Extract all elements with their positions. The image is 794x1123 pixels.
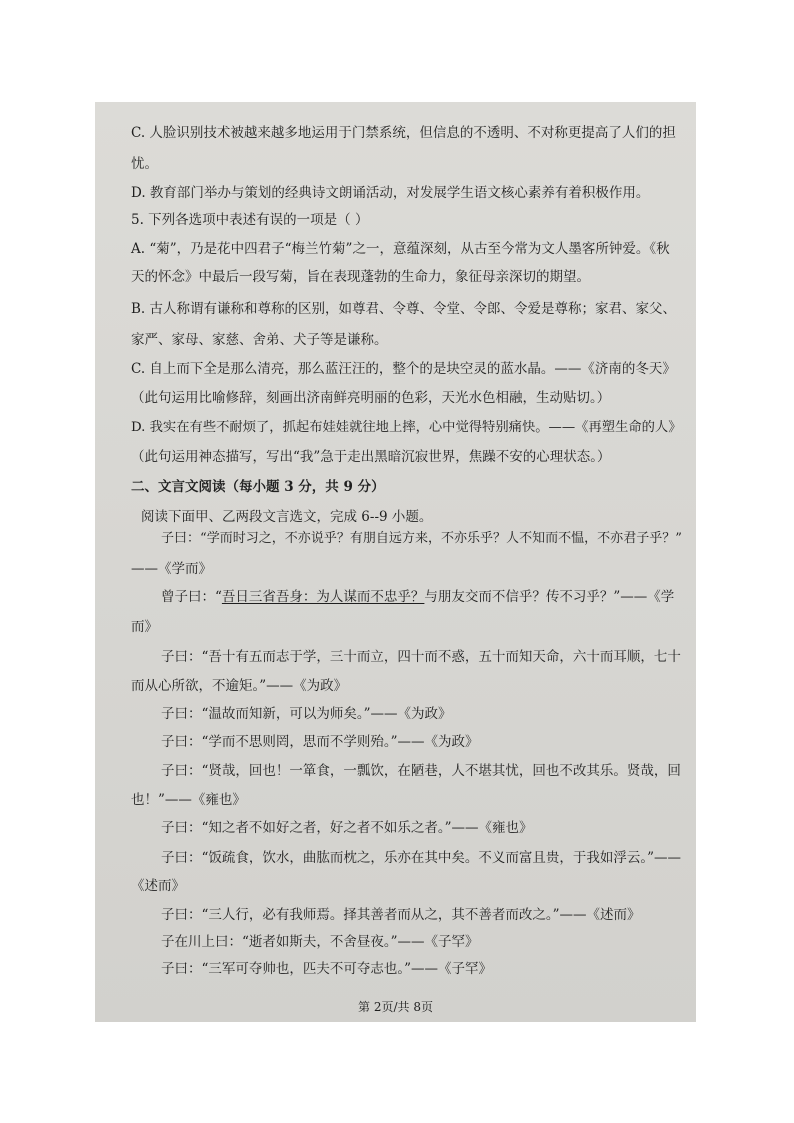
reading-instructions: 阅读下面甲、乙两段文言选文，完成 6--9 小题。	[141, 509, 433, 525]
passage-shuer-1-line-1: 子曰：“饭疏食，饮水，曲肱而枕之，乐亦在其中矣。不义而富且贵，于我如浮云。”——	[161, 850, 682, 866]
option-d-line: D. 教育部门举办与策划的经典诗文朗诵活动，对发展学生语文核心素养有着积极作用。	[131, 185, 650, 201]
passage-zengzi-line-2: 而》	[131, 619, 158, 635]
passage-zihan-1: 子在川上曰：“逝者如斯夫，不舍昼夜。”——《子罕》	[161, 934, 479, 950]
option-c-line-1: C. 人脸识别技术被越来越多地运用于门禁系统，但信息的不透明、不对称更提高了人们的担	[131, 125, 676, 141]
q5-option-b-line-1: B. 古人称谓有谦称和尊称的区别，如尊君、令尊、令堂、令郎、令爱是尊称；家君、家父、	[131, 301, 677, 317]
passage-zengzi-line-1	[161, 588, 674, 606]
passage-xueer-line-1: 子曰：“学而时习之，不亦说乎？有朋自远方来，不亦乐乎？人不知而不愠，不亦君子乎？”	[161, 531, 682, 546]
passage-yongye-1-line-1: 子曰：“贤哉，回也！一箪食，一瓢饮，在陋巷，人不堪其忧，回也不改其乐。贤哉，回	[161, 763, 681, 779]
option-c-line-2: 忧。	[131, 156, 158, 172]
passage-shuer-1-line-2: 《述而》	[131, 878, 185, 894]
q5-option-a-line-1: A. “菊”，乃是花中四君子“梅兰竹菊”之一，意蕴深刻，从古至今常为文人墨客所钟爱。《秋	[131, 241, 670, 257]
zengzi-suffix: 与朋友交而不信乎？传不习乎？”——《学	[424, 589, 675, 605]
q5-option-c-line-1: C. 自上而下全是那么清亮，那么蓝汪汪的，整个的是块空灵的蓝水晶。——《济南的冬天》	[131, 361, 676, 377]
zengzi-prefix: 曾子曰：“	[161, 589, 222, 605]
section-2-heading: 二、文言文阅读（每小题 3 分，共 9 分）	[131, 479, 385, 495]
question-5-stem: 5. 下列各选项中表述有误的一项是（ ）	[131, 212, 369, 228]
q5-option-d-line-2: （此句运用神态描写，写出“我”急于走出黑暗沉寂世界，焦躁不安的心理状态。）	[131, 449, 611, 465]
passage-weizheng-3: 子曰：“学而不思则罔，思而不学则殆。”——《为政》	[161, 734, 479, 750]
passage-yongye-1-line-2: 也！”——《雍也》	[131, 792, 246, 808]
passage-zihan-2: 子曰：“三军可夺帅也，匹夫不可夺志也。”——《子罕》	[161, 961, 493, 977]
passage-xueer-line-2: ——《学而》	[131, 561, 212, 577]
q5-option-d-line-1: D. 我实在有些不耐烦了，抓起布娃娃就往地上摔，心中觉得特别痛快。——《再塑生命的人》	[131, 420, 682, 435]
zengzi-underlined-sentence: 吾日三省吾身：为人谋而不忠乎？	[221, 589, 425, 605]
q5-option-b-line-2: 家严、家母、家慈、舍弟、犬子等是谦称。	[131, 332, 388, 348]
passage-weizheng-1-line-2: 而从心所欲，不逾矩。”——《为政》	[131, 678, 348, 694]
q5-option-c-line-2: （此句运用比喻修辞，刻画出济南鲜亮明丽的色彩，天光水色相融，生动贴切。）	[131, 390, 611, 406]
passage-weizheng-2: 子曰：“温故而知新，可以为师矣。”——《为政》	[161, 706, 452, 722]
passage-weizheng-1-line-1: 子曰：“吾十有五而志于学，三十而立，四十而不惑，五十而知天命，六十而耳顺，七十	[161, 649, 681, 665]
passage-yongye-2: 子曰：“知之者不如好之者，好之者不如乐之者。”——《雍也》	[161, 820, 533, 836]
q5-option-a-line-2: 天的怀念》中最后一段写菊，旨在表现蓬勃的生命力，象征母亲深切的期望。	[131, 269, 590, 285]
page-number: 第 2页/共 8页	[358, 1000, 433, 1014]
passage-shuer-2: 子曰：“三人行，必有我师焉。择其善者而从之，其不善者而改之。”——《述而》	[161, 907, 641, 923]
scanned-page	[95, 102, 696, 1022]
